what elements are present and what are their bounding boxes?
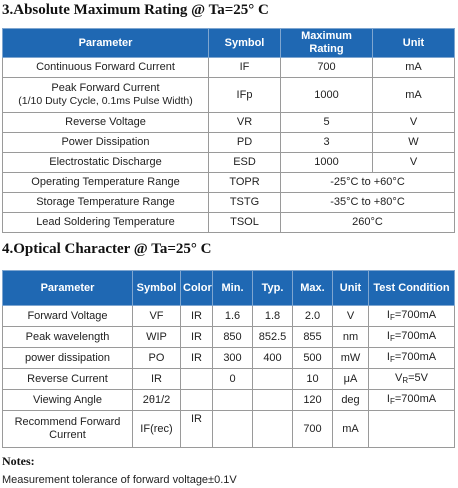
param-cell: Operating Temperature Range: [3, 173, 209, 193]
condition-letter: V: [394, 371, 403, 384]
color-cell: IR: [181, 348, 213, 369]
min-cell: [213, 411, 253, 448]
typ-cell: 400: [253, 348, 293, 369]
header-test-condition: Test Condition: [369, 271, 455, 306]
max-cell: 700: [293, 411, 333, 448]
header-parameter: Parameter: [3, 29, 209, 58]
param-cell: Reverse Voltage: [3, 113, 209, 133]
table-row: [3, 411, 455, 448]
unit-cell: mA: [373, 78, 455, 113]
table-row: [3, 390, 455, 411]
symbol-cell: IFp: [209, 78, 281, 113]
table-row: [3, 113, 455, 133]
param-cell: Electrostatic Discharge: [3, 153, 209, 173]
symbol-cell: ESD: [209, 153, 281, 173]
table-row: [3, 133, 455, 153]
param-text: Peak Forward Current: [51, 82, 160, 94]
header-max-rating: Maximum Rating: [281, 29, 373, 58]
unit-cell: V: [333, 306, 369, 327]
table-row: [3, 348, 455, 369]
max-cell: 10: [293, 369, 333, 390]
unit-cell: mA: [333, 411, 369, 448]
condition-letter: I: [386, 308, 390, 321]
condition-value: =700mA: [394, 392, 437, 405]
unit-cell: mW: [333, 348, 369, 369]
header-color: Color: [181, 271, 213, 306]
color-cell: IR: [181, 327, 213, 348]
param-cell: Viewing Angle: [3, 390, 133, 411]
max-cell: 855: [293, 327, 333, 348]
symbol-cell: IF(rec): [133, 411, 181, 448]
max-cell: 500: [293, 348, 333, 369]
table-row: [3, 173, 455, 193]
condition-cell: [369, 306, 455, 327]
rating-cell: 1000: [281, 78, 373, 113]
condition-letter: I: [386, 392, 390, 405]
table-row: [3, 58, 455, 78]
param-cell: Reverse Current: [3, 369, 133, 390]
condition-value: =700mA: [394, 329, 437, 342]
section-heading-optical: 4.Optical Character @ Ta=25° C: [2, 241, 212, 257]
condition-value: =5V: [408, 371, 428, 384]
header-parameter: Parameter: [3, 271, 133, 306]
min-cell: 300: [213, 348, 253, 369]
table-row: [3, 193, 455, 213]
symbol-cell: TOPR: [209, 173, 281, 193]
header-symbol: Symbol: [209, 29, 281, 58]
optical-character-table: [2, 270, 455, 448]
min-cell: [213, 390, 253, 411]
symbol-cell: PD: [209, 133, 281, 153]
min-cell: 1.6: [213, 306, 253, 327]
header-typ: Typ.: [253, 271, 293, 306]
typ-cell: [253, 390, 293, 411]
header-max: Max.: [293, 271, 333, 306]
header-unit: Unit: [333, 271, 369, 306]
condition-subscript: F: [389, 396, 395, 406]
color-cell: IR: [181, 306, 213, 327]
rating-cell: 700: [281, 58, 373, 78]
typ-cell: 852.5: [253, 327, 293, 348]
param-cell: Peak wavelength: [3, 327, 133, 348]
param-cell: [3, 78, 209, 113]
condition-cell: [369, 369, 455, 390]
color-cell: [181, 369, 213, 390]
param-note: (1/10 Duty Cycle, 0.1ms Pulse Width): [18, 95, 193, 107]
section-heading-absolute-max: 3.Absolute Maximum Rating @ Ta=25° C: [2, 2, 269, 18]
table-header-row: [3, 29, 455, 58]
param-cell: Storage Temperature Range: [3, 193, 209, 213]
unit-cell: V: [373, 113, 455, 133]
condition-subscript: F: [389, 333, 395, 343]
param-cell: Power Dissipation: [3, 133, 209, 153]
condition-cell: [369, 411, 455, 448]
max-cell: 120: [293, 390, 333, 411]
range-cell: -25°C to +60°C: [281, 173, 455, 193]
unit-cell: nm: [333, 327, 369, 348]
table-header-row: [3, 271, 455, 306]
rating-cell: 5: [281, 113, 373, 133]
range-cell: -35°C to +80°C: [281, 193, 455, 213]
condition-cell: [369, 390, 455, 411]
min-cell: 0: [213, 369, 253, 390]
range-cell: 260°C: [281, 213, 455, 233]
condition-cell: [369, 327, 455, 348]
param-cell: Lead Soldering Temperature: [3, 213, 209, 233]
table-row: [3, 213, 455, 233]
symbol-cell: VF: [133, 306, 181, 327]
table-row: [3, 369, 455, 390]
param-cell: power dissipation: [3, 348, 133, 369]
table-row: [3, 78, 455, 113]
unit-cell: mA: [373, 58, 455, 78]
table-row: [3, 327, 455, 348]
param-cell: Forward Voltage: [3, 306, 133, 327]
notes-text: Measurement tolerance of forward voltage±0.1V: [2, 474, 237, 486]
unit-cell: W: [373, 133, 455, 153]
param-cell: Recommend Forward Current: [3, 411, 133, 448]
condition-value: =700mA: [394, 308, 437, 321]
min-cell: 850: [213, 327, 253, 348]
header-unit: Unit: [373, 29, 455, 58]
condition-value: =700mA: [394, 350, 437, 363]
absolute-max-table: [2, 28, 455, 233]
typ-cell: [253, 369, 293, 390]
rating-cell: 1000: [281, 153, 373, 173]
symbol-cell: PO: [133, 348, 181, 369]
symbol-cell: IR: [133, 369, 181, 390]
symbol-cell: TSTG: [209, 193, 281, 213]
rating-cell: 3: [281, 133, 373, 153]
symbol-cell: WIP: [133, 327, 181, 348]
condition-letter: I: [386, 350, 390, 363]
condition-cell: [369, 348, 455, 369]
color-cell: [181, 390, 213, 411]
unit-cell: deg: [333, 390, 369, 411]
condition-subscript: F: [389, 354, 395, 364]
table-row: [3, 153, 455, 173]
unit-cell: V: [373, 153, 455, 173]
header-symbol: Symbol: [133, 271, 181, 306]
symbol-cell: VR: [209, 113, 281, 133]
condition-letter: I: [386, 329, 390, 342]
typ-cell: 1.8: [253, 306, 293, 327]
max-cell: 2.0: [293, 306, 333, 327]
symbol-cell: IF: [209, 58, 281, 78]
typ-cell: [253, 411, 293, 448]
condition-subscript: F: [389, 312, 395, 322]
table-row: [3, 306, 455, 327]
symbol-cell: TSOL: [209, 213, 281, 233]
color-cell: IR: [181, 411, 213, 448]
header-min: Min.: [213, 271, 253, 306]
unit-cell: μA: [333, 369, 369, 390]
condition-subscript: R: [402, 375, 409, 385]
param-cell: Continuous Forward Current: [3, 58, 209, 78]
symbol-cell: 2θ1/2: [133, 390, 181, 411]
notes-title: Notes:: [2, 454, 35, 468]
